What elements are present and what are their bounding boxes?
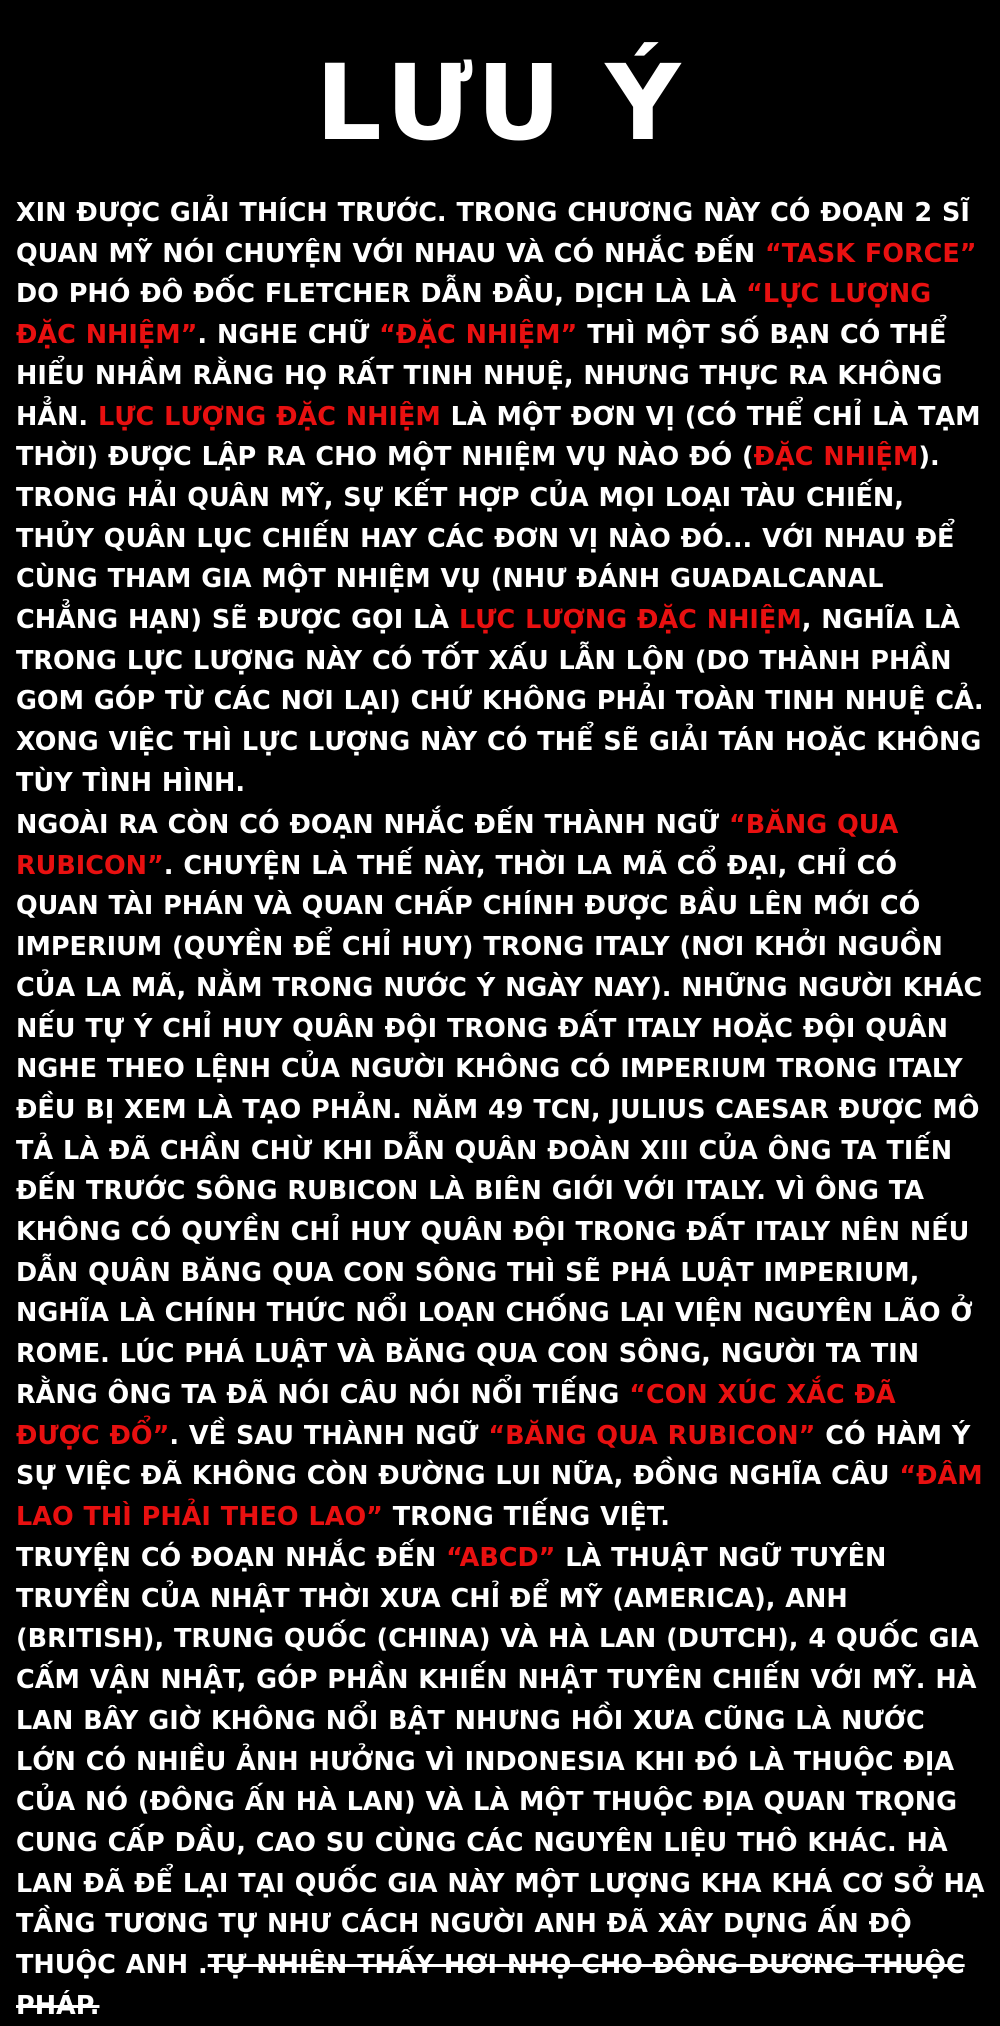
highlighted-term: “CON XÚC XẮC ĐÃ ĐƯỢC ĐỔ” — [16, 1379, 896, 1451]
highlighted-term: “LỰC LƯỢNG ĐẶC NHIỆM” — [16, 279, 932, 351]
paragraph-text: , NGHĨA LÀ TRONG LỰC LƯỢNG NÀY CÓ TỐT XẤU LẪN LỘN (DO THÀNH PHẦN GOM GÓP TỪ CÁC NƠI LẠI) CHỨ KHÔNG PHẢI TOÀN TINH NHUỆ CẢ. XONG VIỆC THÌ LỰC LƯỢNG NÀY CÓ THỂ SẼ GIẢI TÁN HOẶC KHÔNG TÙY TÌNH HÌNH. — [16, 605, 984, 798]
paragraph-text: . VỀ SAU THÀNH NGỮ — [169, 1420, 489, 1451]
paragraph-rubicon — [16, 805, 988, 1538]
highlighted-term: LỰC LƯỢNG ĐẶC NHIỆM — [458, 605, 802, 636]
paragraph-text: TRONG TIẾNG VIỆT. — [382, 1501, 670, 1532]
paragraph-abcd — [16, 1538, 988, 2026]
highlighted-term: “ABCD” — [446, 1543, 556, 1573]
paragraph-text: TRUYỆN CÓ ĐOẠN NHẮC ĐẾN — [16, 1543, 447, 1573]
paragraph-text: THÌ MỘT SỐ BẠN CÓ THỂ HIỂU NHẦM RẰNG HỌ RẤT TINH NHUỆ, NHƯNG THỰC RA KHÔNG HẲN. — [16, 320, 947, 432]
page-title: LƯU Ý — [315, 42, 685, 164]
paragraph-text: CÓ HÀM Ý SỰ VIỆC ĐÃ KHÔNG CÒN ĐƯỜNG LUI NỮA, ĐỒNG NGHĨA CÂU — [16, 1420, 971, 1492]
paragraph-task-force — [16, 193, 988, 804]
highlighted-term: “BĂNG QUA RUBICON” — [16, 810, 899, 881]
strikethrough-text: TỰ NHIÊN THẤY HƠI NHỌ CHO ĐÔNG DƯƠNG THUỘC PHÁP. — [16, 1950, 965, 2021]
paragraph-text: LÀ THUẬT NGỮ TUYÊN TRUYỀN CỦA NHẬT THỜI XƯA CHỈ ĐỂ MỸ (AMERICA), ANH (BRITISH), TRUNG QUỐC (CHINA) VÀ HÀ LAN (DUTCH), 4 QUỐC GIA CẤM VẬN NHẬT, GÓP PHẦN KHIẾN NHẬT TUYÊN CHIẾN VỚI MỸ. HÀ LAN BÂY GIỜ KHÔNG NỔI BẬT NHƯNG HỒI XƯA CŨNG LÀ NƯỚC LỚN CÓ NHIỀU ẢNH HƯỞNG VÌ INDONESIA KHI ĐÓ LÀ THUỘC ĐỊA CỦA NÓ (ĐÔNG ẤN HÀ LAN) VÀ LÀ MỘT THUỘC ĐỊA QUAN TRỌNG CUNG CẤP DẦU, CAO SU CÙNG CÁC NGUYÊN LIỆU THÔ KHÁC. HÀ LAN ĐÃ ĐỂ LẠI TẠI QUỐC GIA NÀY MỘT LƯỢNG KHA KHÁ CƠ SỞ HẠ TẦNG TƯƠNG TỰ NHƯ CÁCH NGƯỜI ANH ĐÃ XÂY DỰNG ẤN ĐỘ THUỘC ANH . — [16, 1543, 985, 1981]
highlighted-term: “BĂNG QUA RUBICON” — [488, 1420, 816, 1451]
paragraph-text: ). TRONG HẢI QUÂN MỸ, SỰ KẾT HỢP CỦA MỌI LOẠI TÀU CHIẾN, THỦY QUÂN LỤC CHIẾN HAY CÁC ĐƠN VỊ NÀO ĐÓ... VỚI NHAU ĐỂ CÙNG THAM GIA MỘT NHIỆM VỤ (NHƯ ĐÁNH GUADALCANAL CHẲNG HẠN) SẼ ĐƯỢC GỌI LÀ — [16, 442, 955, 636]
highlighted-term: “ĐẶC NHIỆM” — [379, 320, 578, 351]
paragraph-text: DO PHÓ ĐÔ ĐỐC FLETCHER DẪN ĐẦU, DỊCH LÀ LÀ — [16, 279, 747, 310]
highlighted-term: ĐẶC NHIỆM — [753, 442, 919, 473]
paragraph-text: XIN ĐƯỢC GIẢI THÍCH TRƯỚC. TRONG CHƯƠNG NÀY CÓ ĐOẠN 2 SĨ QUAN MỸ NÓI CHUYỆN VỚI NHAU VÀ CÓ NHẮC ĐẾN — [16, 198, 970, 269]
paragraph-text: . CHUYỆN LÀ THẾ NÀY, THỜI LA MÃ CỔ ĐẠI, CHỈ CÓ QUAN TÀI PHÁN VÀ QUAN CHẤP CHÍNH ĐƯỢC BẦU LÊN MỚI CÓ IMPERIUM (QUYỀN ĐỂ CHỈ HUY) TRONG ITALY (NƠI KHỞI NGUỒN CỦA LA MÃ, NẰM TRONG NƯỚC Ý NGÀY NAY). NHỮNG NGƯỜI KHÁC NẾU TỰ Ý CHỈ HUY QUÂN ĐỘI TRONG ĐẤT ITALY HOẶC ĐỘI QUÂN NGHE THEO LỆNH CỦA NGƯỜI KHÔNG CÓ IMPERIUM TRONG ITALY ĐỀU BỊ XEM LÀ TẠO PHẢN. NĂM 49 TCN, JULIUS CAESAR ĐƯỢC MÔ TẢ LÀ ĐÃ CHẦN CHỪ KHI DẪN QUÂN ĐOÀN XIII CỦA ÔNG TA TIẾN ĐẾN TRƯỚC SÔNG RUBICON LÀ BIÊN GIỚI VỚI ITALY. VÌ ÔNG TA KHÔNG CÓ QUYỀN CHỈ HUY QUÂN ĐỘI TRONG ĐẤT ITALY NÊN NẾU DẪN QUÂN BĂNG QUA CON SÔNG THÌ SẼ PHÁ LUẬT IMPERIUM, NGHĨA LÀ CHÍNH THỨC NỔI LOẠN CHỐNG LẠI VIỆN NGUYÊN LÃO Ở ROME. LÚC PHÁ LUẬT VÀ BĂNG QUA CON SÔNG, NGƯỜI TA TIN RẰNG ÔNG TA ĐÃ NÓI CÂU NÓI NỔI TIẾNG — [16, 850, 983, 1410]
highlighted-term: “TASK FORCE” — [765, 238, 977, 269]
highlighted-term: LỰC LƯỢNG ĐẶC NHIỆM — [97, 401, 441, 432]
paragraph-text: LÀ MỘT ĐƠN VỊ (CÓ THỂ CHỈ LÀ TẠM THỜI) ĐƯỢC LẬP RA CHO MỘT NHIỆM VỤ NÀO ĐÓ ( — [16, 401, 981, 473]
highlighted-term: “ĐÂM LAO THÌ PHẢI THEO LAO” — [16, 1461, 983, 1532]
paragraph-text: NGOÀI RA CÒN CÓ ĐOẠN NHẮC ĐẾN THÀNH NGỮ — [16, 810, 729, 840]
paragraph-text: . NGHE CHỮ — [197, 320, 380, 351]
